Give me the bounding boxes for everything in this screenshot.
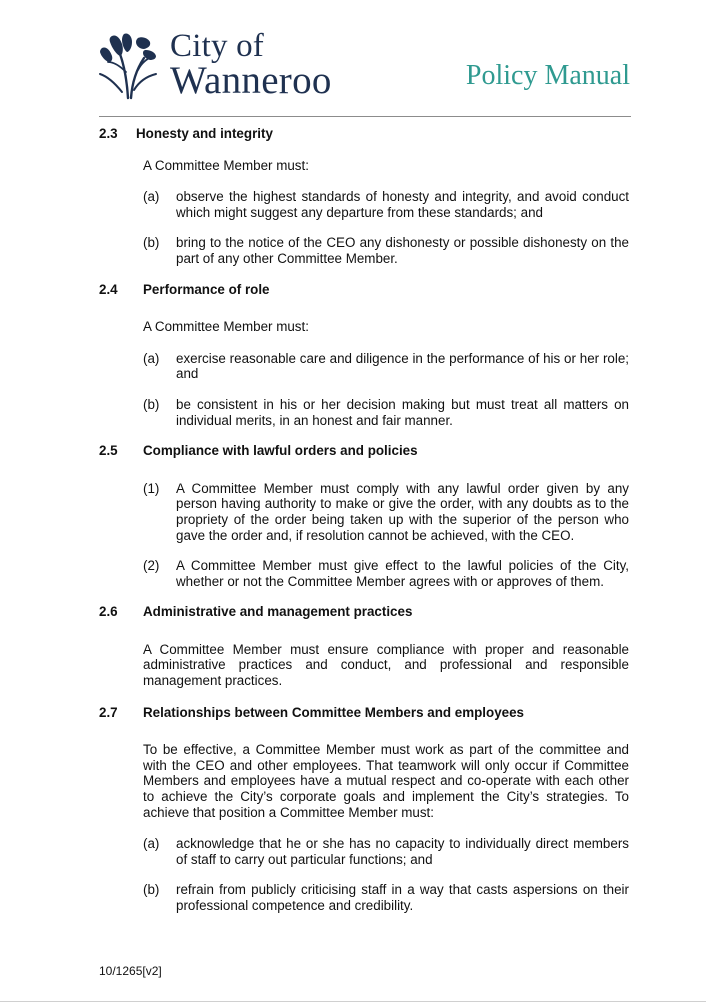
item-label: (b) (143, 396, 160, 412)
section-2-7 (99, 705, 629, 914)
section-heading (99, 126, 629, 142)
list-item (143, 235, 629, 266)
item-text: be consistent in his or her decision making but must treat all matters on individual merits, in an honest and fair manner. (176, 396, 629, 428)
section-title: Compliance with lawful orders and policies (143, 443, 418, 459)
item-label: (1) (143, 480, 160, 496)
list-item (143, 481, 629, 543)
section-2-4 (99, 282, 629, 429)
list-item (143, 836, 629, 867)
section-heading (99, 705, 629, 721)
section-number: 2.7 (99, 704, 118, 720)
list-item (143, 397, 629, 428)
section-heading (99, 604, 629, 620)
section-number: 2.6 (99, 604, 118, 620)
item-text: exercise reasonable care and diligence in the performance of his or her role; and (176, 350, 629, 382)
item-label: (a) (143, 350, 160, 366)
section-number: 2.5 (99, 443, 118, 459)
item-label: (b) (143, 882, 160, 898)
document-reference: 10/1265[v2] (99, 964, 162, 978)
section-2-3 (99, 126, 629, 267)
item-text: bring to the notice of the CEO any dishonesty or possible dishonesty on the part of any other Committee Member. (176, 235, 629, 266)
list-item (143, 351, 629, 382)
section-intro: A Committee Member must: (143, 319, 309, 335)
item-text: A Committee Member must give effect to the lawful policies of the City, whether or not the Committee Member agrees with or approves of them. (176, 558, 629, 589)
section-number: 2.3 (99, 126, 118, 141)
city-of-wanneroo-logo (98, 28, 348, 100)
logo-text-line2: Wanneroo (170, 59, 332, 102)
item-text: refrain from publicly criticising staff in a way that casts aspersions on their professional competence and credibility. (176, 882, 629, 913)
item-text: A Committee Member must comply with any lawful order given by any person having authority to make or give the order, with any doubts as to the propriety of the order being taken up with the superior of the person who gave the order and, if resolution cannot be achieved, with the CEO. (176, 480, 629, 543)
list-item (143, 189, 629, 220)
item-text: acknowledge that he or she has no capacity to individually direct members of staff to carry out particular functions; and (176, 836, 629, 867)
list-item (143, 558, 629, 589)
header-title: Policy Manual (465, 60, 630, 91)
page-bottom-edge (0, 1001, 706, 1002)
logo-text-line1: City of (170, 28, 264, 64)
section-intro: A Committee Member must ensure compliance with proper and reasonable administrative practices and conduct, and professional and responsible management practices. (143, 641, 629, 689)
item-text: observe the highest standards of honesty and integrity, and avoid conduct which might suggest any departure from these standards; and (176, 189, 629, 220)
section-title: Honesty and integrity (136, 126, 273, 141)
item-label: (2) (143, 558, 160, 574)
item-label: (a) (143, 836, 160, 852)
section-title: Relationships between Committee Members and employees (143, 704, 524, 720)
banksia-plant-icon (98, 32, 160, 100)
item-label: (a) (143, 189, 160, 205)
header-divider (99, 116, 631, 117)
list-item (143, 882, 629, 913)
section-2-5 (99, 443, 629, 589)
document-body (99, 126, 629, 929)
section-heading (99, 282, 629, 298)
section-title: Administrative and management practices (143, 604, 413, 620)
section-intro: A Committee Member must: (143, 157, 309, 173)
section-number: 2.4 (99, 281, 118, 297)
section-heading (99, 443, 629, 459)
section-2-6 (99, 604, 629, 688)
item-label: (b) (143, 235, 160, 251)
section-intro: To be effective, a Committee Member must work as part of the committee and with the CEO and other employees. That teamwork will only occur if Committee Members and employees have a mutual respect and co-operate with each other to achieve the City’s corporate goals and implement the City’s strategies. To achieve that position a Committee Member must: (143, 742, 629, 820)
section-title: Performance of role (143, 281, 270, 297)
